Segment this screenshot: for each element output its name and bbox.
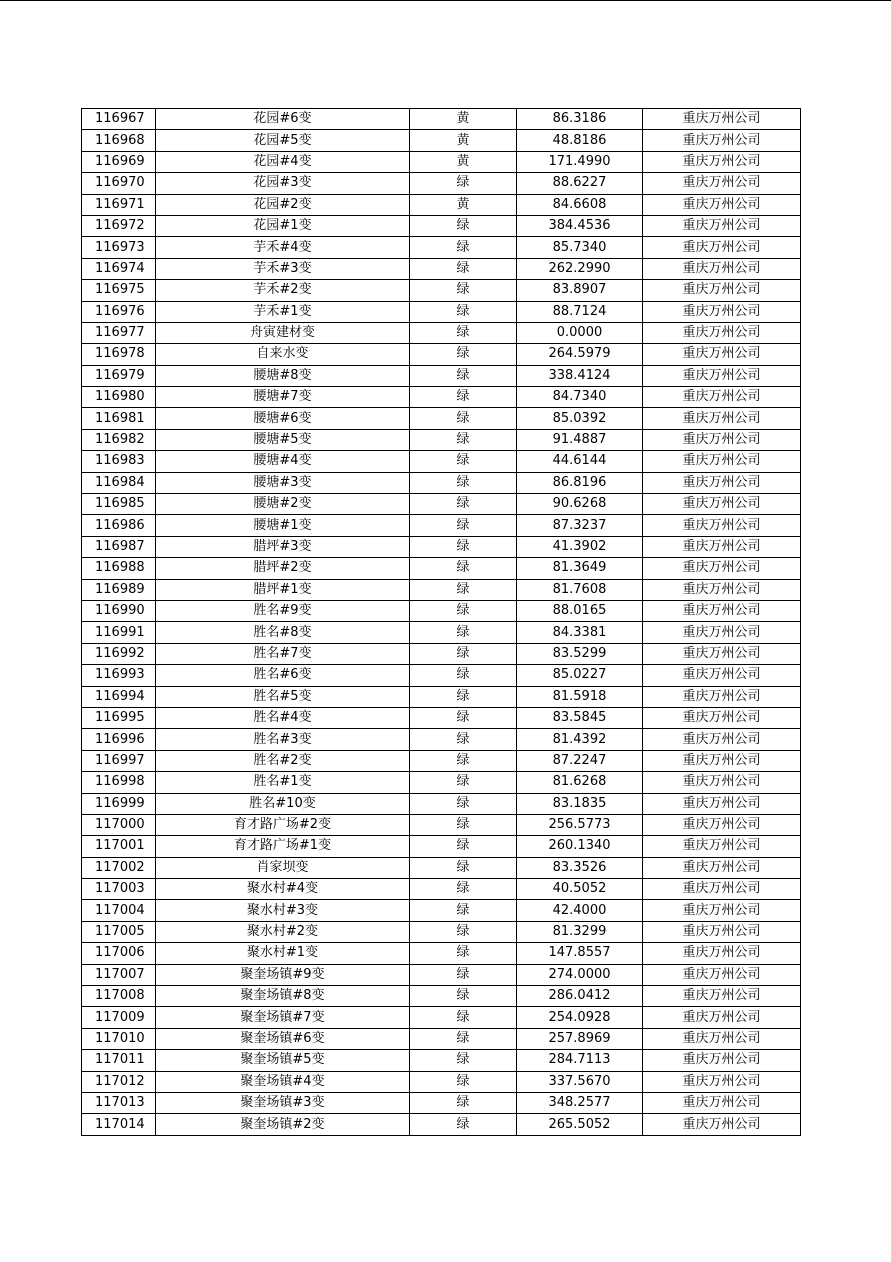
- cell-value: 88.7124: [517, 301, 643, 322]
- table-row: [82, 301, 801, 322]
- cell-status-color: 绿: [410, 772, 517, 793]
- cell-transformer-name: 芋禾#4变: [156, 237, 410, 258]
- cell-value: 81.3299: [517, 921, 643, 942]
- cell-transformer-name: 花园#3变: [156, 173, 410, 194]
- cell-id: 116980: [82, 387, 156, 408]
- cell-status-color: 绿: [410, 793, 517, 814]
- cell-value: 48.8186: [517, 130, 643, 151]
- cell-status-color: 绿: [410, 408, 517, 429]
- cell-status-color: 绿: [410, 1050, 517, 1071]
- cell-status-color: 绿: [410, 986, 517, 1007]
- table-row: [82, 814, 801, 835]
- cell-status-color: 绿: [410, 1007, 517, 1028]
- table-row: [82, 750, 801, 771]
- cell-id: 117009: [82, 1007, 156, 1028]
- cell-id: 116997: [82, 750, 156, 771]
- cell-value: 83.1835: [517, 793, 643, 814]
- cell-transformer-name: 芋禾#2变: [156, 280, 410, 301]
- cell-value: 284.7113: [517, 1050, 643, 1071]
- cell-company: 重庆万州公司: [643, 301, 801, 322]
- cell-value: 83.8907: [517, 280, 643, 301]
- cell-id: 117006: [82, 943, 156, 964]
- cell-transformer-name: 聚奎场镇#8变: [156, 986, 410, 1007]
- cell-status-color: 绿: [410, 258, 517, 279]
- table-row: [82, 622, 801, 643]
- cell-status-color: 绿: [410, 344, 517, 365]
- cell-value: 41.3902: [517, 536, 643, 557]
- cell-value: 86.8196: [517, 472, 643, 493]
- cell-value: 84.7340: [517, 387, 643, 408]
- cell-id: 117014: [82, 1114, 156, 1135]
- cell-status-color: 绿: [410, 472, 517, 493]
- cell-company: 重庆万州公司: [643, 836, 801, 857]
- cell-company: 重庆万州公司: [643, 943, 801, 964]
- cell-status-color: 绿: [410, 579, 517, 600]
- cell-status-color: 绿: [410, 1028, 517, 1049]
- table-row: [82, 258, 801, 279]
- cell-status-color: 绿: [410, 536, 517, 557]
- cell-id: 117001: [82, 836, 156, 857]
- cell-id: 117003: [82, 879, 156, 900]
- cell-company: 重庆万州公司: [643, 151, 801, 172]
- cell-status-color: 绿: [410, 1114, 517, 1135]
- cell-value: 81.4392: [517, 729, 643, 750]
- cell-value: 81.3649: [517, 558, 643, 579]
- cell-id: 116994: [82, 686, 156, 707]
- cell-transformer-name: 舟寅建材变: [156, 322, 410, 343]
- cell-id: 116998: [82, 772, 156, 793]
- cell-transformer-name: 聚奎场镇#9变: [156, 964, 410, 985]
- cell-transformer-name: 聚奎场镇#2变: [156, 1114, 410, 1135]
- cell-transformer-name: 花园#1变: [156, 215, 410, 236]
- cell-value: 88.0165: [517, 600, 643, 621]
- cell-company: 重庆万州公司: [643, 215, 801, 236]
- cell-company: 重庆万州公司: [643, 579, 801, 600]
- cell-value: 81.7608: [517, 579, 643, 600]
- cell-value: 85.0227: [517, 665, 643, 686]
- cell-company: 重庆万州公司: [643, 472, 801, 493]
- cell-company: 重庆万州公司: [643, 258, 801, 279]
- cell-transformer-name: 胜名#3变: [156, 729, 410, 750]
- table-row: [82, 686, 801, 707]
- cell-transformer-name: 腰塘#1变: [156, 515, 410, 536]
- cell-company: 重庆万州公司: [643, 729, 801, 750]
- cell-value: 40.5052: [517, 879, 643, 900]
- table-row: [82, 879, 801, 900]
- cell-id: 116989: [82, 579, 156, 600]
- table-row: [82, 322, 801, 343]
- cell-id: 116970: [82, 173, 156, 194]
- cell-status-color: 绿: [410, 750, 517, 771]
- cell-transformer-name: 聚水村#3变: [156, 900, 410, 921]
- cell-company: 重庆万州公司: [643, 173, 801, 194]
- cell-status-color: 绿: [410, 836, 517, 857]
- cell-value: 147.8557: [517, 943, 643, 964]
- cell-value: 86.3186: [517, 109, 643, 130]
- cell-transformer-name: 胜名#8变: [156, 622, 410, 643]
- cell-company: 重庆万州公司: [643, 921, 801, 942]
- cell-value: 337.5670: [517, 1071, 643, 1092]
- cell-status-color: 绿: [410, 173, 517, 194]
- cell-status-color: 绿: [410, 1071, 517, 1092]
- cell-id: 116969: [82, 151, 156, 172]
- cell-status-color: 绿: [410, 322, 517, 343]
- cell-status-color: 绿: [410, 729, 517, 750]
- cell-value: 274.0000: [517, 964, 643, 985]
- cell-transformer-name: 胜名#5变: [156, 686, 410, 707]
- table-row: [82, 151, 801, 172]
- cell-transformer-name: 聚奎场镇#7变: [156, 1007, 410, 1028]
- table-row: [82, 1071, 801, 1092]
- cell-transformer-name: 腰塘#3变: [156, 472, 410, 493]
- cell-status-color: 绿: [410, 451, 517, 472]
- cell-transformer-name: 胜名#9变: [156, 600, 410, 621]
- cell-status-color: 绿: [410, 494, 517, 515]
- cell-id: 117005: [82, 921, 156, 942]
- cell-id: 116971: [82, 194, 156, 215]
- cell-company: 重庆万州公司: [643, 986, 801, 1007]
- cell-transformer-name: 腰塘#7变: [156, 387, 410, 408]
- cell-status-color: 绿: [410, 921, 517, 942]
- cell-company: 重庆万州公司: [643, 1114, 801, 1135]
- table-row: [82, 472, 801, 493]
- cell-status-color: 绿: [410, 429, 517, 450]
- cell-status-color: 黄: [410, 130, 517, 151]
- cell-status-color: 黄: [410, 151, 517, 172]
- cell-value: 91.4887: [517, 429, 643, 450]
- table-row: [82, 237, 801, 258]
- table-body: [82, 109, 801, 1136]
- cell-company: 重庆万州公司: [643, 750, 801, 771]
- cell-status-color: 绿: [410, 943, 517, 964]
- table-row: [82, 109, 801, 130]
- table-row: [82, 579, 801, 600]
- cell-transformer-name: 腊坪#3变: [156, 536, 410, 557]
- cell-transformer-name: 聚奎场镇#6变: [156, 1028, 410, 1049]
- cell-value: 171.4990: [517, 151, 643, 172]
- cell-status-color: 绿: [410, 686, 517, 707]
- cell-value: 90.6268: [517, 494, 643, 515]
- cell-transformer-name: 育才路广场#1变: [156, 836, 410, 857]
- cell-company: 重庆万州公司: [643, 665, 801, 686]
- cell-id: 117010: [82, 1028, 156, 1049]
- cell-transformer-name: 胜名#4变: [156, 707, 410, 728]
- table-row: [82, 921, 801, 942]
- table-row: [82, 344, 801, 365]
- cell-transformer-name: 花园#5变: [156, 130, 410, 151]
- cell-company: 重庆万州公司: [643, 1050, 801, 1071]
- cell-transformer-name: 芋禾#1变: [156, 301, 410, 322]
- table-row: [82, 986, 801, 1007]
- cell-value: 44.6144: [517, 451, 643, 472]
- cell-status-color: 绿: [410, 814, 517, 835]
- cell-company: 重庆万州公司: [643, 515, 801, 536]
- cell-id: 116974: [82, 258, 156, 279]
- cell-value: 338.4124: [517, 365, 643, 386]
- cell-transformer-name: 聚水村#2变: [156, 921, 410, 942]
- cell-id: 117011: [82, 1050, 156, 1071]
- cell-id: 117008: [82, 986, 156, 1007]
- table-row: [82, 793, 801, 814]
- table-row: [82, 857, 801, 878]
- table-row: [82, 943, 801, 964]
- cell-company: 重庆万州公司: [643, 857, 801, 878]
- cell-value: 42.4000: [517, 900, 643, 921]
- cell-id: 116967: [82, 109, 156, 130]
- cell-status-color: 绿: [410, 900, 517, 921]
- cell-status-color: 绿: [410, 215, 517, 236]
- cell-transformer-name: 育才路广场#2变: [156, 814, 410, 835]
- cell-company: 重庆万州公司: [643, 622, 801, 643]
- cell-id: 116984: [82, 472, 156, 493]
- cell-value: 260.1340: [517, 836, 643, 857]
- cell-transformer-name: 胜名#7变: [156, 643, 410, 664]
- table-row: [82, 643, 801, 664]
- table-row: [82, 707, 801, 728]
- cell-id: 117004: [82, 900, 156, 921]
- table-row: [82, 387, 801, 408]
- cell-transformer-name: 腰塘#6变: [156, 408, 410, 429]
- table-row: [82, 494, 801, 515]
- cell-status-color: 绿: [410, 280, 517, 301]
- cell-transformer-name: 花园#6变: [156, 109, 410, 130]
- cell-value: 87.2247: [517, 750, 643, 771]
- cell-transformer-name: 腰塘#4变: [156, 451, 410, 472]
- cell-company: 重庆万州公司: [643, 1028, 801, 1049]
- cell-company: 重庆万州公司: [643, 793, 801, 814]
- cell-id: 117012: [82, 1071, 156, 1092]
- cell-company: 重庆万州公司: [643, 600, 801, 621]
- cell-company: 重庆万州公司: [643, 536, 801, 557]
- cell-transformer-name: 花园#4变: [156, 151, 410, 172]
- cell-id: 116975: [82, 280, 156, 301]
- cell-company: 重庆万州公司: [643, 1092, 801, 1113]
- cell-value: 286.0412: [517, 986, 643, 1007]
- cell-id: 116983: [82, 451, 156, 472]
- cell-value: 254.0928: [517, 1007, 643, 1028]
- cell-company: 重庆万州公司: [643, 194, 801, 215]
- cell-company: 重庆万州公司: [643, 109, 801, 130]
- cell-company: 重庆万州公司: [643, 130, 801, 151]
- cell-id: 116968: [82, 130, 156, 151]
- table-row: [82, 964, 801, 985]
- table-row: [82, 665, 801, 686]
- cell-id: 117013: [82, 1092, 156, 1113]
- cell-transformer-name: 聚奎场镇#5变: [156, 1050, 410, 1071]
- cell-id: 117000: [82, 814, 156, 835]
- cell-transformer-name: 胜名#2变: [156, 750, 410, 771]
- cell-transformer-name: 聚水村#4变: [156, 879, 410, 900]
- table-row: [82, 1092, 801, 1113]
- table-row: [82, 836, 801, 857]
- cell-company: 重庆万州公司: [643, 900, 801, 921]
- cell-status-color: 绿: [410, 964, 517, 985]
- cell-status-color: 黄: [410, 109, 517, 130]
- table-row: [82, 130, 801, 151]
- cell-company: 重庆万州公司: [643, 772, 801, 793]
- cell-transformer-name: 胜名#10变: [156, 793, 410, 814]
- cell-status-color: 绿: [410, 558, 517, 579]
- cell-status-color: 绿: [410, 622, 517, 643]
- cell-company: 重庆万州公司: [643, 387, 801, 408]
- cell-value: 256.5773: [517, 814, 643, 835]
- cell-transformer-name: 自来水变: [156, 344, 410, 365]
- cell-transformer-name: 肖家坝变: [156, 857, 410, 878]
- cell-value: 81.5918: [517, 686, 643, 707]
- table-row: [82, 536, 801, 557]
- transformer-table: [81, 108, 801, 1136]
- cell-status-color: 绿: [410, 1092, 517, 1113]
- cell-id: 116992: [82, 643, 156, 664]
- cell-id: 116991: [82, 622, 156, 643]
- cell-value: 85.0392: [517, 408, 643, 429]
- page-top-border: [0, 0, 892, 1]
- cell-id: 116995: [82, 707, 156, 728]
- cell-id: 116972: [82, 215, 156, 236]
- cell-value: 81.6268: [517, 772, 643, 793]
- cell-company: 重庆万州公司: [643, 814, 801, 835]
- cell-company: 重庆万州公司: [643, 558, 801, 579]
- cell-id: 116976: [82, 301, 156, 322]
- cell-id: 116996: [82, 729, 156, 750]
- table-row: [82, 1007, 801, 1028]
- cell-transformer-name: 胜名#1变: [156, 772, 410, 793]
- cell-transformer-name: 聚奎场镇#3变: [156, 1092, 410, 1113]
- cell-id: 116978: [82, 344, 156, 365]
- table-row: [82, 729, 801, 750]
- cell-transformer-name: 腊坪#1变: [156, 579, 410, 600]
- cell-id: 116990: [82, 600, 156, 621]
- cell-value: 85.7340: [517, 237, 643, 258]
- cell-id: 117002: [82, 857, 156, 878]
- cell-company: 重庆万州公司: [643, 1007, 801, 1028]
- cell-company: 重庆万州公司: [643, 237, 801, 258]
- cell-value: 348.2577: [517, 1092, 643, 1113]
- table-row: [82, 1028, 801, 1049]
- cell-transformer-name: 芋禾#3变: [156, 258, 410, 279]
- cell-id: 116982: [82, 429, 156, 450]
- cell-transformer-name: 聚奎场镇#4变: [156, 1071, 410, 1092]
- cell-company: 重庆万州公司: [643, 686, 801, 707]
- cell-value: 83.5845: [517, 707, 643, 728]
- cell-company: 重庆万州公司: [643, 322, 801, 343]
- cell-status-color: 绿: [410, 879, 517, 900]
- table-row: [82, 365, 801, 386]
- cell-status-color: 绿: [410, 857, 517, 878]
- table-row: [82, 515, 801, 536]
- cell-transformer-name: 腰塘#5变: [156, 429, 410, 450]
- cell-id: 116988: [82, 558, 156, 579]
- cell-company: 重庆万州公司: [643, 451, 801, 472]
- table-row: [82, 215, 801, 236]
- cell-transformer-name: 腊坪#2变: [156, 558, 410, 579]
- cell-status-color: 绿: [410, 515, 517, 536]
- cell-id: 116985: [82, 494, 156, 515]
- cell-id: 116977: [82, 322, 156, 343]
- cell-status-color: 绿: [410, 665, 517, 686]
- cell-status-color: 绿: [410, 600, 517, 621]
- cell-id: 116999: [82, 793, 156, 814]
- table-row: [82, 408, 801, 429]
- table-row: [82, 1050, 801, 1071]
- cell-transformer-name: 聚水村#1变: [156, 943, 410, 964]
- table-row: [82, 558, 801, 579]
- cell-id: 116979: [82, 365, 156, 386]
- cell-id: 116987: [82, 536, 156, 557]
- cell-value: 83.5299: [517, 643, 643, 664]
- cell-company: 重庆万州公司: [643, 879, 801, 900]
- cell-value: 87.3237: [517, 515, 643, 536]
- cell-id: 116973: [82, 237, 156, 258]
- cell-transformer-name: 腰塘#2变: [156, 494, 410, 515]
- cell-transformer-name: 腰塘#8变: [156, 365, 410, 386]
- cell-company: 重庆万州公司: [643, 1071, 801, 1092]
- table-row: [82, 429, 801, 450]
- cell-value: 84.3381: [517, 622, 643, 643]
- table-row: [82, 280, 801, 301]
- cell-status-color: 绿: [410, 237, 517, 258]
- cell-value: 384.4536: [517, 215, 643, 236]
- cell-value: 264.5979: [517, 344, 643, 365]
- cell-company: 重庆万州公司: [643, 494, 801, 515]
- table-row: [82, 194, 801, 215]
- cell-id: 116986: [82, 515, 156, 536]
- cell-value: 88.6227: [517, 173, 643, 194]
- cell-status-color: 绿: [410, 301, 517, 322]
- cell-company: 重庆万州公司: [643, 643, 801, 664]
- cell-company: 重庆万州公司: [643, 280, 801, 301]
- cell-value: 83.3526: [517, 857, 643, 878]
- table-row: [82, 900, 801, 921]
- cell-company: 重庆万州公司: [643, 429, 801, 450]
- cell-value: 84.6608: [517, 194, 643, 215]
- table-row: [82, 173, 801, 194]
- table-row: [82, 772, 801, 793]
- cell-transformer-name: 胜名#6变: [156, 665, 410, 686]
- table-row: [82, 600, 801, 621]
- cell-company: 重庆万州公司: [643, 365, 801, 386]
- cell-value: 262.2990: [517, 258, 643, 279]
- cell-company: 重庆万州公司: [643, 408, 801, 429]
- cell-company: 重庆万州公司: [643, 344, 801, 365]
- cell-status-color: 绿: [410, 387, 517, 408]
- cell-id: 117007: [82, 964, 156, 985]
- cell-status-color: 绿: [410, 643, 517, 664]
- cell-status-color: 绿: [410, 707, 517, 728]
- cell-status-color: 黄: [410, 194, 517, 215]
- cell-company: 重庆万州公司: [643, 964, 801, 985]
- cell-value: 257.8969: [517, 1028, 643, 1049]
- cell-id: 116993: [82, 665, 156, 686]
- cell-value: 265.5052: [517, 1114, 643, 1135]
- cell-value: 0.0000: [517, 322, 643, 343]
- table-row: [82, 1114, 801, 1135]
- table-row: [82, 451, 801, 472]
- cell-status-color: 绿: [410, 365, 517, 386]
- cell-company: 重庆万州公司: [643, 707, 801, 728]
- cell-transformer-name: 花园#2变: [156, 194, 410, 215]
- cell-id: 116981: [82, 408, 156, 429]
